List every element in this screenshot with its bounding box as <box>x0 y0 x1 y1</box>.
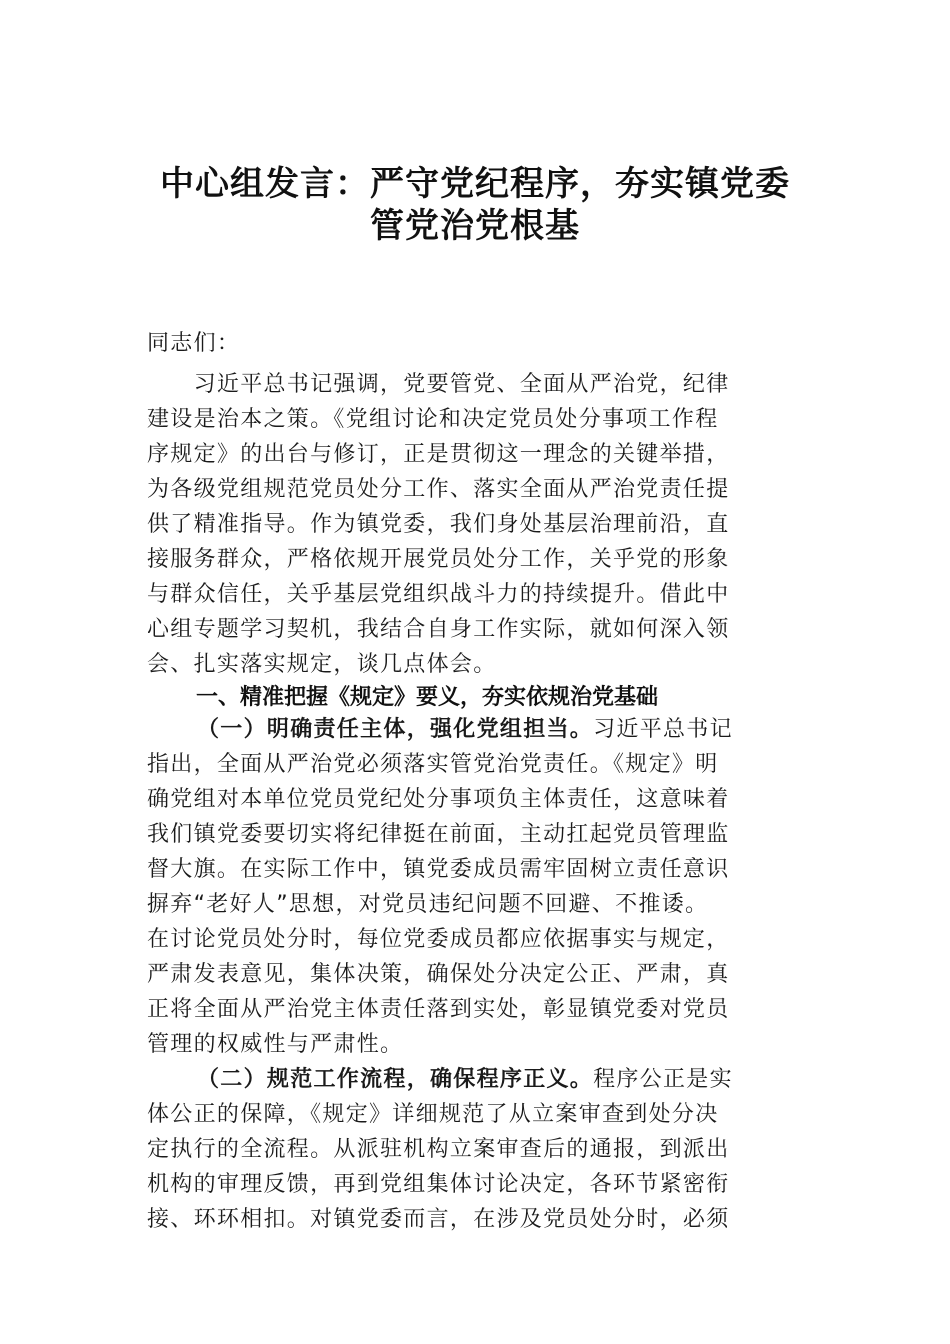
subsection-1-line-7: 在讨论党员处分时，每位党委成员都应依据事实与规定， <box>147 927 730 952</box>
intro-line-6: 接服务群众，严格依规开展党员处分工作，关乎党的形象 <box>147 547 730 572</box>
intro-line-8: 心组专题学习契机，我结合自身工作实际，就如何深入领 <box>147 617 730 642</box>
subsection-2-line-3: 定执行的全流程。从派驻机构立案审查后的通报，到派出 <box>147 1137 730 1162</box>
subsection-1-first-line <box>197 712 807 743</box>
intro-line-4: 为各级党组规范党员处分工作、落实全面从严治党责任提 <box>147 477 730 502</box>
section-1-heading: 一、精准把握《规定》要义，夯实依规治党基础 <box>196 685 659 710</box>
subsection-1-title: （一）明确责任主体，强化党组担当。 <box>197 717 594 742</box>
subsection-1-line-5: 督大旗。在实际工作中，镇党委成员需牢固树立责任意识 <box>147 857 730 882</box>
subsection-1-line-8: 严肃发表意见，集体决策，确保处分决定公正、严肃，真 <box>147 962 730 987</box>
intro-line-3: 序规定》的出台与修订，正是贯彻这一理念的关键举措， <box>147 442 730 467</box>
subsection-1-line-4: 我们镇党委要切实将纪律挺在前面，主动扛起党员管理监 <box>147 822 730 847</box>
subsection-1-line-2: 指出，全面从严治党必须落实管党治党责任。《规定》明 <box>147 752 719 777</box>
subsection-1-line-9: 正将全面从严治党主体责任落到实处，彰显镇党委对党员 <box>147 997 730 1022</box>
subsection-1-first-line-rest: 习近平总书记 <box>593 717 733 742</box>
subsection-1-line-3: 确党组对本单位党员党纪处分事项负主体责任，这意味着 <box>147 787 730 812</box>
subsection-2-line-4: 机构的审理反馈，再到党组集体讨论决定，各环节紧密衔 <box>147 1172 730 1197</box>
intro-line-2: 建设是治本之策。《党组讨论和决定党员处分事项工作程 <box>147 407 719 432</box>
salutation: 同志们： <box>147 331 241 356</box>
subsection-2-line-5: 接、环环相扣。对镇党委而言，在涉及党员处分时，必须 <box>147 1207 730 1232</box>
subsection-2-line-2: 体公正的保障，《规定》详细规范了从立案审查到处分决 <box>147 1102 719 1127</box>
subsection-2-first-line <box>197 1062 807 1093</box>
subsection-1-line-6: 摒弃“老好人”思想，对党员违纪问题不回避、不推诿。 <box>147 892 709 917</box>
subsection-2-title: （二）规范工作流程，确保程序正义。 <box>197 1067 594 1092</box>
intro-line-7: 与群众信任，关乎基层党组织战斗力的持续提升。借此中 <box>147 582 730 607</box>
intro-line-1: 习近平总书记强调，党要管党、全面从严治党，纪律 <box>147 372 730 397</box>
document-title-line-2: 管党治党根基 <box>370 206 580 246</box>
subsection-2-first-line-rest: 程序公正是实 <box>593 1067 733 1092</box>
intro-line-9: 会、扎实落实规定，谈几点体会。 <box>147 652 497 677</box>
document-title-line-1: 中心组发言：严守党纪程序，夯实镇党委 <box>160 164 790 204</box>
subsection-1-line-10: 管理的权威性与严肃性。 <box>147 1032 404 1057</box>
intro-line-5: 供了精准指导。作为镇党委，我们身处基层治理前沿，直 <box>147 512 730 537</box>
